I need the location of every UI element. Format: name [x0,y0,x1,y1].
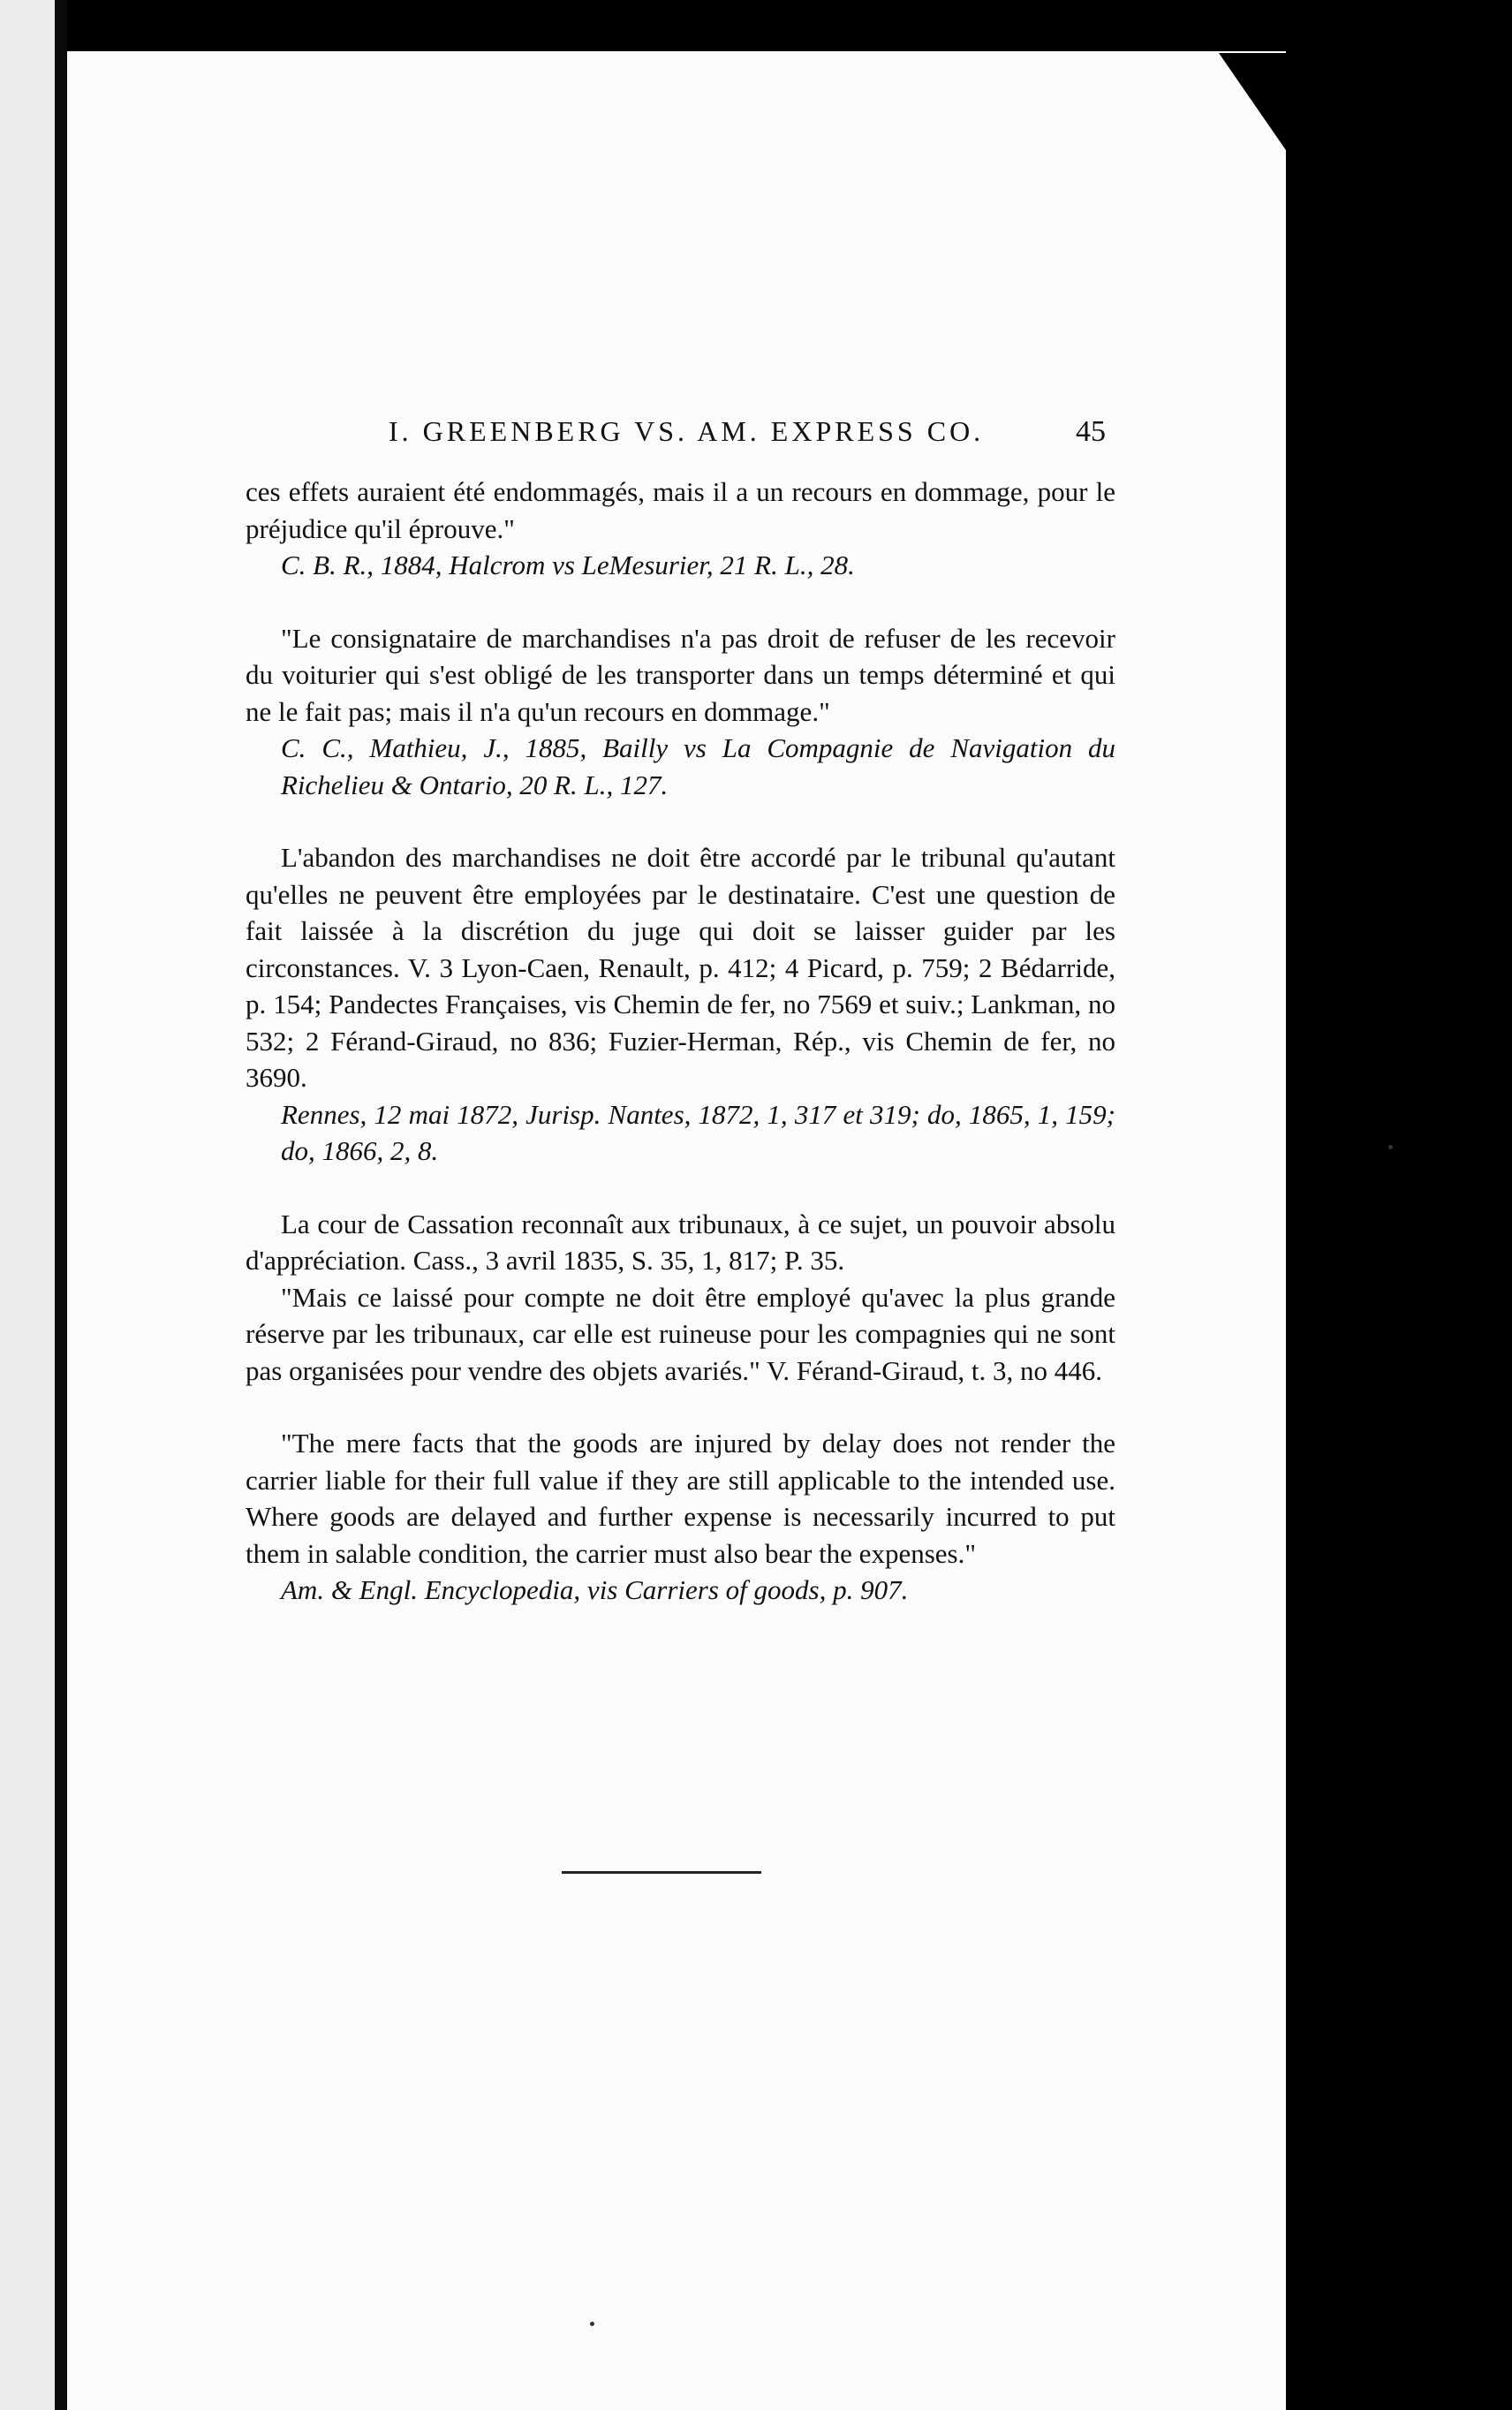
scan-left-margin [0,0,67,2410]
quotation: "Le consignataire de marchandises n'a pas droit de refuser de les recevoir du voiturier qui s'est obligé de les transporter dans un temps déterminé et qui ne le fait pas; mais il n'a qu'un recours en dommage." [246,622,1115,727]
citation: Rennes, 12 mai 1872, Jurisp. Nantes, 1872, 1, 317 et 319; do, 1865, 1, 159; do, 1866, 2, 8. [281,1098,1115,1166]
scan-speck [1388,1145,1393,1149]
paragraph: La cour de Cassation reconnaît aux tribunaux, à ce sujet, un pouvoir absolu d'appréciation. Cass., 3 avril 1835, S. 35, 1, 817; P. 35. [246,1208,1115,1276]
citation: C. C., Mathieu, J., 1885, Bailly vs La Compagnie de Navigation du Richelieu & Ontario, 20 R. L., 127. [281,732,1115,800]
running-head: I. GREENBERG VS. AM. EXPRESS CO. [389,415,985,447]
quotation: "Mais ce laissé pour compte ne doit être employé qu'avec la plus grande réserve par les tribunaux, car elle est ruineuse pour les compagnies qui ne sont pas organisées pour vendre des objets avariés." V. Férand-Giraud, t. 3, no 446. [246,1281,1115,1386]
paragraph: L'abandon des marchandises ne doit être accordé par le tribunal qu'autant qu'elles ne peuvent être employées par le destinataire. C'est une question de fait laissée à la discrétion du juge qui doit se laisser guider par les circonstances. V. 3 Lyon-Caen, Renault, p. 412; 4 Picard, p. 759; 2 Bédarride, p. 154; Pandectes Françaises, vis Chemin de fer, no 7569 et suiv.; Lankman, no 532; 2 Férand-Giraud, no 836; Fuzier-Herman, Rép., vis Chemin de fer, no 3690. [246,842,1115,1093]
quotation: "The mere facts that the goods are injured by delay does not render the carrier liable for their full value if they are still applicable to the intended use. Where goods are delayed and further expense is necessarily incurred to put them in salable condition, the carrier must also bear the expenses." [246,1428,1115,1569]
closing-rule [562,1871,761,1874]
paragraph-continuation: ces effets auraient été endommagés, mais il a un recours en dommage, pour le préjudice qu'il éprouve." [246,476,1115,544]
page-number: 45 [1076,415,1106,448]
page-body [246,474,1115,1609]
scan-dark-edge [1286,53,1512,2410]
citation: C. B. R., 1884, Halcrom vs LeMesurier, 21 R. L., 28. [281,549,855,580]
page-corner-fold [1219,53,1286,150]
scan-speck [590,2322,594,2326]
citation: Am. & Engl. Encyclopedia, vis Carriers of goods, p. 907. [281,1574,909,1605]
